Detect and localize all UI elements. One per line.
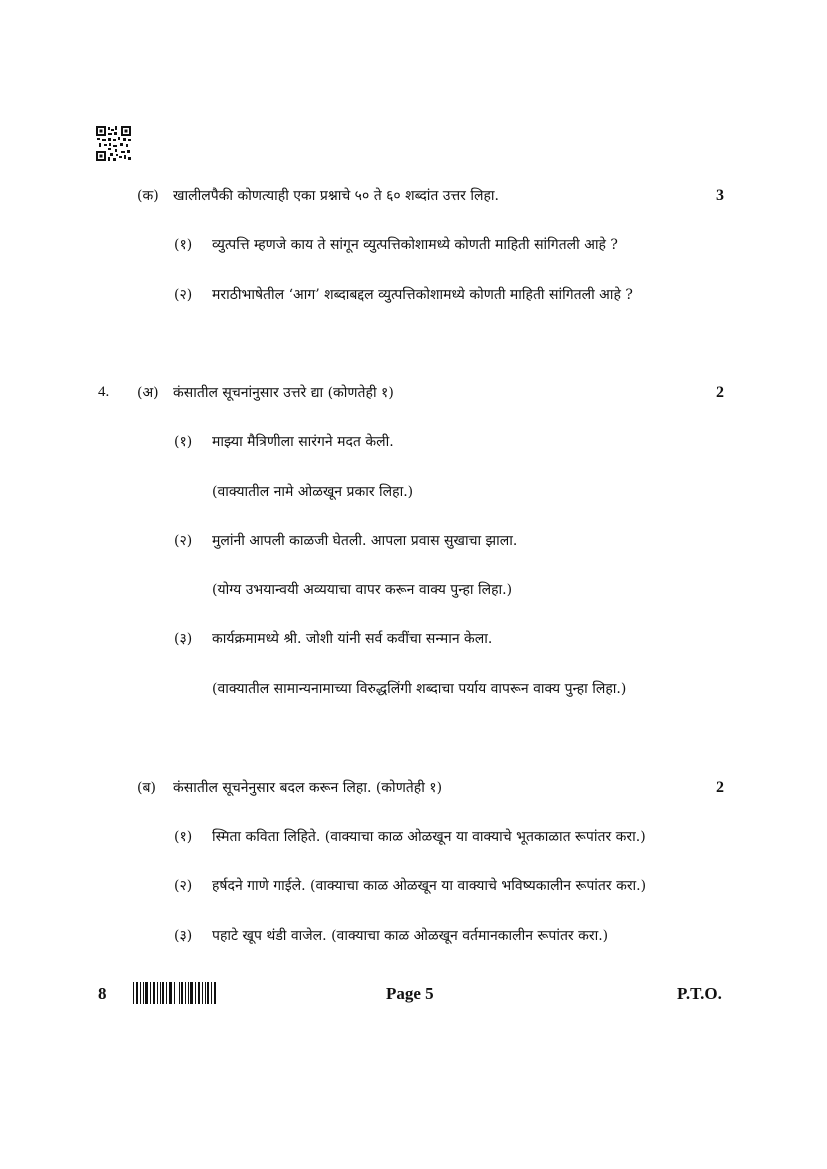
item-text: हर्षदने गाणे गाईले. (वाक्याचा काळ ओळखून या वाक्याचे भविष्यकालीन रूपांतर करा.)	[212, 878, 647, 894]
question-text: कंसातील सूचनेनुसार बदल करून लिहा. (कोणतेही १)	[173, 780, 443, 796]
item-text: मराठीभाषेतील ‘आग’ शब्दाबद्दल व्युत्पत्तिकोशामध्ये कोणती माहिती सांगितली आहे ?	[212, 287, 633, 303]
question-label: (अ)	[137, 385, 159, 401]
question-label: (ब)	[137, 780, 156, 796]
paper-code: 8	[98, 984, 107, 1003]
item-text: मुलांनी आपली काळजी घेतली. आपला प्रवास सुखाचा झाला.	[212, 533, 518, 549]
barcode	[133, 982, 216, 1004]
item-instruction: (योग्य उभयान्वयी अव्ययाचा वापर करून वाक्य पुन्हा लिहा.)	[212, 582, 513, 598]
item-text: माझ्या मैत्रिणीला सारंगने मदत केली.	[212, 434, 394, 450]
qr-code	[96, 126, 131, 161]
item-text: कार्यक्रमामध्ये श्री. जोशी यांनी सर्व कवींचा सन्मान केला.	[212, 631, 493, 647]
question-number: 4.	[98, 384, 110, 400]
question-marks: 2	[716, 779, 724, 796]
item-text: पहाटे खूप थंडी वाजेल. (वाक्याचा काळ ओळखून वर्तमानकालीन रूपांतर करा.)	[212, 928, 609, 944]
item-instruction: (वाक्यातील सामान्यनामाच्या विरुद्धलिंगी शब्दाचा पर्याय वापरून वाक्य पुन्हा लिहा.)	[212, 681, 627, 697]
question-marks: 3	[716, 187, 724, 204]
question-marks: 2	[716, 384, 724, 401]
item-number: (३)	[174, 631, 193, 647]
question-text: कंसातील सूचनांनुसार उत्तरे द्या (कोणतेही १)	[173, 385, 394, 401]
item-number: (२)	[174, 533, 193, 549]
page-number: Page 5	[386, 984, 434, 1003]
item-instruction: (वाक्यातील नामे ओळखून प्रकार लिहा.)	[212, 484, 414, 500]
item-number: (२)	[174, 287, 193, 303]
item-number: (१)	[174, 237, 193, 253]
item-number: (१)	[174, 434, 193, 450]
item-number: (३)	[174, 928, 193, 944]
question-text: खालीलपैकी कोणत्याही एका प्रश्नाचे ५० ते ६० शब्दांत उत्तर लिहा.	[173, 188, 499, 204]
item-number: (१)	[174, 829, 193, 845]
item-text: व्युत्पत्ति म्हणजे काय ते सांगून व्युत्पत्तिकोशामध्ये कोणती माहिती सांगितली आहे ?	[212, 237, 618, 253]
question-label: (क)	[137, 188, 159, 204]
item-text: स्मिता कविता लिहिते. (वाक्याचा काळ ओळखून या वाक्याचे भूतकाळात रूपांतर करा.)	[212, 829, 646, 845]
item-number: (२)	[174, 878, 193, 894]
pto-label: P.T.O.	[677, 984, 722, 1003]
